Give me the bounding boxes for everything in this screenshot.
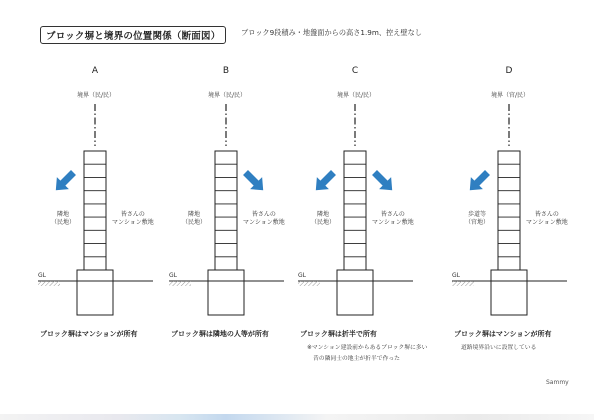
page-subtitle: ブロック9段積み・地盤面からの高さ1.9m、控え壁なし	[241, 28, 422, 37]
panel-b-boundary-label: 境界（民/民）	[207, 92, 247, 99]
panel-a-left-label: 隣地 （民地）	[51, 211, 76, 226]
panel-d-arrow-left	[464, 167, 494, 197]
panel-c-right-label: 皆さんの マンション敷地	[372, 211, 414, 226]
panel-c-letter: C	[351, 66, 359, 76]
panel-a-right-label: 皆さんの マンション敷地	[112, 211, 154, 226]
panel-a-block-wall	[84, 151, 106, 270]
panel-d-caption: ブロック塀はマンションが所有	[454, 330, 552, 338]
panel-c-left-label: 隣地 （民地）	[311, 211, 336, 226]
panel-d-block-wall	[498, 151, 520, 270]
panel-c-ground-hatch	[298, 281, 320, 286]
panel-d-boundary-label: 境界（官/民）	[490, 92, 530, 99]
panel-a-foundation	[77, 270, 113, 315]
panel-c-arrow-left-shape	[310, 167, 340, 197]
panel-d-right-label: 皆さんの マンション敷地	[526, 211, 568, 226]
panel-d-note: 道路境界沿いに設置している	[461, 345, 537, 351]
panel-a-boundary-label: 境界（民/民）	[76, 92, 116, 99]
panel-b-gl-label: GL	[169, 272, 177, 279]
panel-a-arrow-left	[50, 167, 80, 197]
panel-c-arrow-right	[369, 167, 399, 197]
panel-b-arrow-right-shape	[240, 167, 270, 197]
panel-c-arrow-left	[310, 167, 340, 197]
panel-b-block-wall	[215, 151, 237, 270]
panel-c-gl-label: GL	[298, 272, 306, 279]
panel-d-gl-label: GL	[452, 272, 460, 279]
panel-a-ground-hatch	[38, 281, 60, 286]
panel-b-right-label: 皆さんの マンション敷地	[243, 211, 285, 226]
panel-d-left-label: 歩道等 （官地）	[465, 211, 490, 226]
panel-a-arrow-left-shape	[50, 167, 80, 197]
panel-c-block-wall	[344, 151, 366, 270]
panel-d-foundation	[491, 270, 527, 315]
panel-c-arrow-right-shape	[369, 167, 399, 197]
panel-c-boundary-label: 境界（民/民）	[336, 92, 376, 99]
panel-c-caption: ブロック塀は折半で所有	[300, 330, 377, 338]
author-credit: Sammy	[546, 379, 569, 386]
panel-b-foundation	[208, 270, 244, 315]
panel-b-arrow-right	[240, 167, 270, 197]
panel-d-letter: D	[505, 66, 513, 76]
panel-b-caption: ブロック塀は隣地の人等が所有	[171, 330, 269, 338]
panel-b-letter: B	[222, 66, 230, 76]
panel-a-gl-label: GL	[38, 272, 46, 279]
panel-d-arrow-left-shape	[464, 167, 494, 197]
panel-d-ground-hatch	[452, 281, 474, 286]
panel-c-foundation	[337, 270, 373, 315]
panel-b-ground-hatch	[169, 281, 191, 286]
scan-edge-strip	[0, 414, 594, 420]
panel-b-left-label: 隣地 （民地）	[182, 211, 207, 226]
panel-a-caption: ブロック塀はマンションが所有	[40, 330, 138, 338]
panel-a-letter: A	[91, 66, 99, 76]
page-title: ブロック塀と境界の位置関係（断面図）	[40, 26, 226, 44]
panel-c-note: 昔の隣同士の地主が折半で作った	[313, 356, 400, 362]
panel-c-note: ※マンション建設前からあるブロック塀に多い	[307, 345, 428, 351]
